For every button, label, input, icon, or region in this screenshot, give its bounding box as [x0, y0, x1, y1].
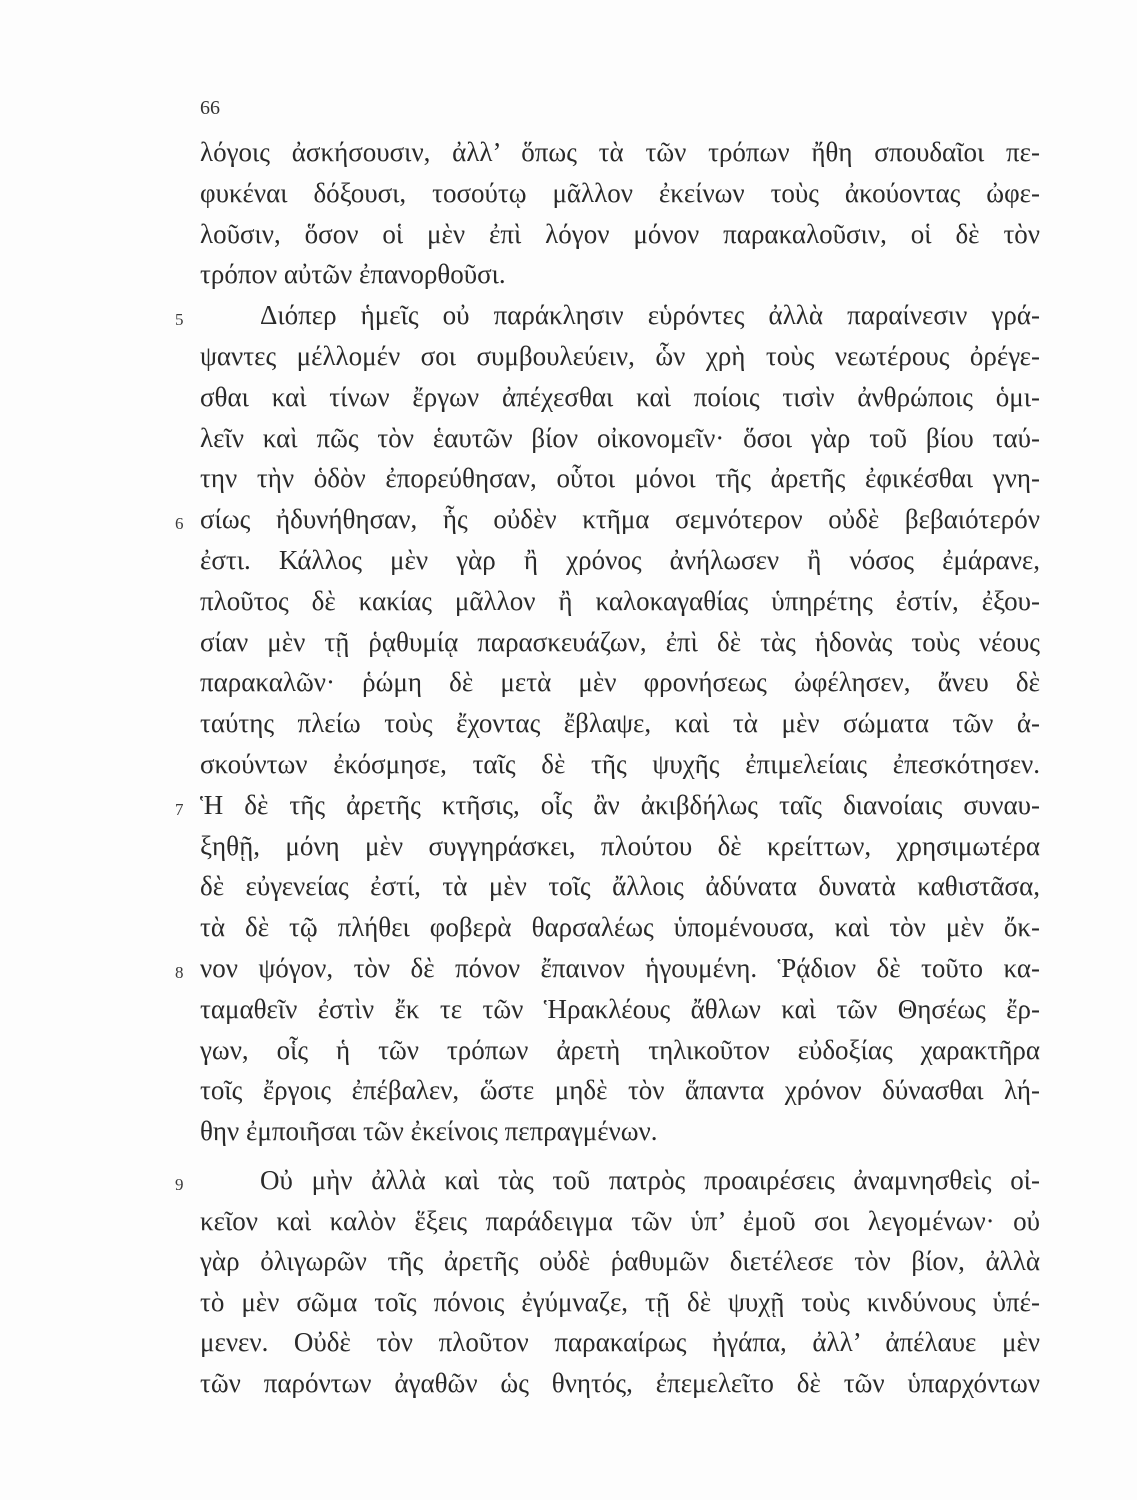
line-text: Ἡ δὲ τῆς ἀρετῆς κτῆσις, οἷς ἂν ἀκιβδήλως ταῖς διανοίαις συναυ- [200, 789, 1040, 820]
text-line [200, 1363, 1040, 1404]
line-text: κεῖον καὶ καλὸν ἕξεις παράδειγμα τῶν ὑπ’ ἐμοῦ σοι λεγομένων· οὐ [200, 1205, 1040, 1236]
text-line [175, 295, 1040, 336]
line-text: μενεν. Οὐδὲ τὸν πλοῦτον παρακαίρως ἠγάπα, ἀλλ’ ἀπέλαυε μὲν [200, 1327, 1040, 1357]
page-number: 66 [200, 97, 220, 119]
line-text: θην ἐμποιῆσαι τῶν ἐκείνοις πεπραγμένων. [200, 1116, 658, 1147]
text-line [200, 989, 1040, 1030]
text-line [200, 1282, 1040, 1323]
section-number: 5 [175, 310, 184, 330]
section-number: 9 [175, 1175, 184, 1194]
text-block [175, 1160, 1040, 1403]
line-text: τρόπον αὐτῶν ἐπανορθοῦσι. [200, 259, 506, 290]
text-line [200, 866, 1040, 907]
line-text: ταμαθεῖν ἐστὶν ἔκ τε τῶν Ἡρακλέους ἄθλων καὶ τῶν Θησέως ἔρ- [200, 993, 1040, 1024]
text-line [200, 744, 1040, 785]
text-line [200, 1111, 1040, 1152]
text-line [175, 1160, 1040, 1201]
line-text: σκούντων ἐκόσμησε, ταῖς δὲ τῆς ψυχῆς ἐπιμελείαις ἐπεσκότησεν. [200, 748, 1040, 779]
text-line [200, 377, 1040, 418]
text-line [200, 458, 1040, 499]
text-line [200, 1322, 1040, 1363]
line-text: γων, οἷς ἡ τῶν τρόπων ἀρετὴ τηλικοῦτον εὐδοξίας χαρακτῆρα [200, 1034, 1040, 1065]
text-line [200, 540, 1040, 581]
text-block [175, 132, 1040, 1152]
line-text: ἐστι. Κάλλος μὲν γὰρ ἢ χρόνος ἀνήλωσεν ἢ νόσος ἐμάρανε, [200, 544, 1040, 575]
line-text: γὰρ ὀλιγωρῶν τῆς ἀρετῆς οὐδὲ ῥαθυμῶν διετέλεσε τὸν βίον, ἀλλὰ [200, 1246, 1040, 1276]
line-text: σθαι καὶ τίνων ἔργων ἀπέχεσθαι καὶ ποίοις τισὶν ἀνθρώποις ὁμι- [200, 381, 1040, 412]
text-line [175, 948, 1040, 989]
text-line [200, 662, 1040, 703]
text-line [200, 1201, 1040, 1242]
section-number: 7 [175, 799, 184, 819]
text-line [175, 785, 1040, 826]
text-line [200, 418, 1040, 459]
line-text: παρακαλῶν· ῥώμη δὲ μετὰ μὲν φρονήσεως ὠφέλησεν, ἄνευ δὲ [200, 667, 1040, 698]
line-text: νον ψόγον, τὸν δὲ πόνον ἔπαινον ἡγουμένη. Ῥᾴδιον δὲ τοῦτο κα- [200, 952, 1040, 983]
line-text: τῶν παρόντων ἀγαθῶν ὡς θνητός, ἐπεμελεῖτο δὲ τῶν ὑπαρχόντων [200, 1367, 1040, 1398]
text-line [200, 1030, 1040, 1071]
text-line [200, 622, 1040, 663]
text-line [200, 173, 1040, 214]
text-line [200, 581, 1040, 622]
line-text: τοῖς ἔργοις ἐπέβαλεν, ὥστε μηδὲ τὸν ἅπαντα χρόνον δύνασθαι λή- [200, 1075, 1040, 1106]
line-text: ξηθῇ, μόνη μὲν συγγηράσκει, πλούτου δὲ κρείττων, χρησιμωτέρα [200, 830, 1040, 861]
line-text: την τὴν ὁδὸν ἐπορεύθησαν, οὗτοι μόνοι τῆς ἀρετῆς ἐφικέσθαι γνη- [200, 463, 1040, 494]
text-line [200, 336, 1040, 377]
text-line [200, 703, 1040, 744]
line-text: λεῖν καὶ πῶς τὸν ἑαυτῶν βίον οἰκονομεῖν· ὅσοι γὰρ τοῦ βίου ταύ- [200, 422, 1040, 453]
text-line [200, 1241, 1040, 1282]
text-line [200, 907, 1040, 948]
section-number: 6 [175, 514, 184, 534]
text-line [200, 254, 1040, 295]
section-number: 8 [175, 962, 184, 982]
text-line [200, 214, 1040, 255]
line-text: Διόπερ ἡμεῖς οὐ παράκλησιν εὑρόντες ἀλλὰ παραίνεσιν γρά- [260, 300, 1040, 331]
text-line [200, 1070, 1040, 1111]
line-text: ταύτης πλείω τοὺς ἔχοντας ἔβλαψε, καὶ τὰ μὲν σώματα τῶν ἀ- [200, 708, 1040, 739]
line-text: σίαν μὲν τῇ ῥᾳθυμίᾳ παρασκευάζων, ἐπὶ δὲ τὰς ἡδονὰς τοὺς νέους [200, 626, 1040, 657]
line-text: ψαντες μέλλομέν σοι συμβουλεύειν, ὧν χρὴ τοὺς νεωτέρους ὀρέγε- [200, 340, 1040, 371]
line-text: δὲ εὐγενείας ἐστί, τὰ μὲν τοῖς ἄλλοις ἀδύνατα δυνατὰ καθιστᾶσα, [200, 871, 1040, 902]
line-text: τὸ μὲν σῶμα τοῖς πόνοις ἐγύμναζε, τῇ δὲ ψυχῇ τοὺς κινδύνους ὑπέ- [200, 1286, 1040, 1317]
line-text: φυκέναι δόξουσι, τοσούτῳ μᾶλλον ἐκείνων τοὺς ἀκούοντας ὠφε- [200, 177, 1040, 208]
line-text: Οὐ μὴν ἀλλὰ καὶ τὰς τοῦ πατρὸς προαιρέσεις ἀναμνησθεὶς οἰ- [260, 1165, 1040, 1195]
line-text: λοῦσιν, ὅσον οἱ μὲν ἐπὶ λόγον μόνον παρακαλοῦσιν, οἱ δὲ τὸν [200, 218, 1040, 249]
line-text: σίως ἠδυνήθησαν, ἧς οὐδὲν κτῆμα σεμνότερον οὐδὲ βεβαιότερόν [200, 504, 1040, 535]
text-line [200, 826, 1040, 867]
line-text: τὰ δὲ τῷ πλήθει φοβερὰ θαρσαλέως ὑπομένουσα, καὶ τὸν μὲν ὄκ- [200, 912, 1040, 943]
line-text: πλοῦτος δὲ κακίας μᾶλλον ἢ καλοκαγαθίας ὑπηρέτης ἐστίν, ἐξου- [200, 585, 1040, 616]
text-line [200, 132, 1040, 173]
line-text: λόγοις ἀσκήσουσιν, ἀλλ’ ὅπως τὰ τῶν τρόπων ἤθη σπουδαῖοι πε- [200, 137, 1040, 167]
text-line [175, 499, 1040, 540]
